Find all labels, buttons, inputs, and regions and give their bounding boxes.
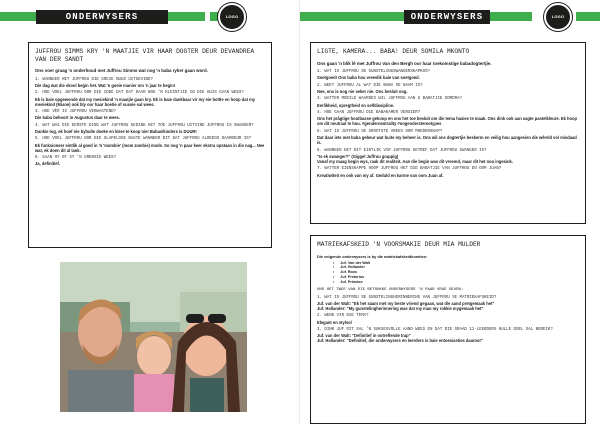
- school-logo-icon: LOGO: [218, 3, 246, 31]
- answer: Elegant en stylvol: [317, 319, 352, 325]
- answer: Eerlikheid, opregtheid en selfdissipline.: [317, 102, 395, 108]
- question: 3. WATTER MOEILE WAARDES WIL JUFFROU AAN U BABATJIE OORDRA?: [317, 97, 462, 102]
- question: 1. WANNEER HET JUFFROU DIE GOEIE NUUS UITGEVIND?: [35, 77, 153, 82]
- qa-item: [317, 111, 579, 127]
- qa-item: [35, 124, 265, 134]
- answer: Dankie tog, ek hoef nie byhulle doeke en klere te koop nie! Babas/kinders is DUUR!: [35, 128, 197, 134]
- answer: Ons het prågtige houtbasse gekoop en ons het toe besluit om die tema hasies te maak. Ons dink ook aan sagte pastelkleure. Ek hoop om dit neutraal te hou. #genderneutrality #nogenderstereotypes: [317, 116, 578, 127]
- answer: Ek is baie opgewonde dat my mesiekind 'n maatjie gaan kry. Ek is baie dankbaar vir my eie bottle en hoop dat my mesiekind (Miane) ook bly oor haar boetie of sussie sal wees.: [35, 96, 255, 107]
- qa-item: [317, 84, 579, 94]
- school-logo-icon: LOGO: [544, 3, 572, 31]
- question: 5. WAT IS JUFFROU SE GROOTSTE VREES OOR MOEDERSKAP?: [317, 129, 443, 134]
- answer: Die baba behoort in Augustus daar te wees.: [35, 115, 120, 121]
- qa-list: [35, 78, 265, 167]
- article-intro: Ons gaan 'n blik lê met Juffrou Van den Bergh oor haar toekomstige babadogtertjie.: [317, 60, 492, 66]
- committee-member: • Juf. Roos: [333, 270, 579, 275]
- qa-item: [35, 110, 265, 120]
- answer: Die dag wat die skool begin het. Wat 'n goeie manier om 'n jaar te begin!: [35, 82, 176, 88]
- qa-item: [317, 149, 579, 165]
- answer: "Is ek swanger?" (Giggel Juffrou grappig) Vanaf my maag begin wys, raak dit realiteit. Aan die begin was dit vreemd, maar dit het nou ingesink.: [317, 153, 513, 164]
- answer: Kreatiwiteit en ook van my af. Geduld en karme van oom Juan af.: [317, 172, 444, 178]
- section-label: ONDERWYSERS: [404, 10, 490, 24]
- qa-list: [317, 296, 579, 344]
- qa-item: [317, 70, 579, 80]
- committee-member: • Juf. Pretorius: [333, 275, 579, 280]
- question: 1. WAT IS JUFFROU SE GUNSTELINGSWANGERSKAPKOS?: [317, 70, 431, 75]
- qa-item: [317, 167, 579, 177]
- qa-item: [35, 91, 265, 107]
- header-bar-right-end: [576, 12, 600, 21]
- question: 2. WEET JUFFROU AL WAT DIE BABA SE NAAM IS?: [317, 83, 423, 88]
- question: 4. WAT WAS DIE EERSTE DING WAT JUFFROU GEDINK HET TOE JUFFROU UITVIND JUFFROU IS SWANGER?: [35, 123, 254, 128]
- question: 2. WENK VIR DIE TEMA?: [317, 314, 369, 319]
- committee-lede: Die volgende onderwysers is by die matriekafskeidkomitee:: [317, 253, 428, 259]
- question: 1. WAT IS JUFFROU SE GUNSTELINGHERINNERING VAN JUFFROU SE MATRIEKAFSKEID?: [317, 295, 497, 300]
- question: 5. HOE VOEL JUFFROU OOR DIE SLAPELOSE NAGTE WANNEER DIT DAT JUFFROU ALREEDS DAARDEUR IS?: [35, 137, 252, 142]
- article-van-den-bergh: [310, 42, 586, 224]
- qa-item: [35, 156, 265, 166]
- committee-member: • Juf. Van der Walt: [333, 261, 579, 266]
- qa-item: [317, 328, 579, 344]
- answer: Soetgoed! Ons baba hou vreeslik baie van soetgoed.: [317, 75, 420, 81]
- qa-item: [317, 314, 579, 324]
- article-title: JUFFROU SIMMS KRY 'N MAATJIE VIR HAAR DOGTER DEUR DEVANDREA VAN DER SANDT: [35, 48, 255, 63]
- answer: Ja, definitief.: [35, 161, 61, 167]
- article-title: LIGTE, KAMERA... BABA! DEUR SOMILA MKONTO: [317, 48, 470, 55]
- question: 7. WATTER EIENSKAPPE HOOP JUFFROU HET DIE BABATJIE VAN JUFFROU EN OOM JUAN?: [317, 167, 502, 172]
- family-photo-illustration: [60, 262, 247, 412]
- question: 3. HOE VÊR IS JUFFROU VERWAGTEND?: [35, 110, 117, 115]
- article-title: MATRIEKAFSKEID 'N VOORSMAKIE DEUR MIA MULDER: [317, 241, 481, 248]
- question: 6. GAAN HY OF SY 'N GRENSIE WEES?: [35, 156, 117, 161]
- qa-item: [35, 137, 265, 153]
- qa-item: [317, 296, 579, 312]
- right-page: [300, 0, 600, 424]
- committee-member: • Juf. Prinsloo: [333, 280, 579, 285]
- answer: Ek funksioneer eintlik al goed in 'n 'mombie' (mom zombie) mode. So nog 'n paar keer ekstra opstaan in die nag... Nee wat, ek doen dit al lank.: [35, 142, 265, 153]
- answer: Juf. van der Walt: "Definitief in ootreflende trap" Juf. Hollander: "Definitief, die onderwysers en leerders is baie entoesiasties daaroor": [317, 333, 484, 344]
- question: 6. WANNEER HET DIT EINTLIK VIR JUFFROU GETREF DAT JUFFROU SWANGER IS?: [317, 148, 487, 153]
- article-simms: [28, 42, 272, 248]
- qa-item: [317, 97, 579, 107]
- committee-members: [333, 261, 579, 285]
- qa-item: [35, 78, 265, 88]
- qa-list: [317, 70, 579, 178]
- family-photo: [60, 262, 247, 412]
- committee-member: • Juf. Hollander: [333, 265, 579, 270]
- section-label: ONDERWYSERS: [36, 10, 168, 24]
- answer: Juf. van der Walt: "Ek het saam met my beste vriend gegaan, wat die aand pretgemaak het" Juf. Hollander: "My gunstelingherinnering was dat my man my rokkie mygemaak het": [317, 300, 495, 311]
- article-intro: Ons voer graag 'n onderhoud met Juffrou Simms wat nog 'n baba ryker gaan word.: [35, 68, 208, 74]
- qa-item: [317, 130, 579, 146]
- question: 4. HOE GAAN JUFFROU DIE BABAKAMER VERSIER?: [317, 110, 421, 115]
- question: 2. HOE VOEL JUFFROU OOR DIE IDEE DAT DAT DAAR NOG 'N KLEINTJIE IN DIE HUIS GAAN WEES?: [35, 91, 244, 96]
- article-matriekafskeid: [310, 235, 586, 424]
- answer: Dat daar iets met baba gebeur wat buite my beheer is. Ons wil ons dogtertjie beskerm en veilig hou aangesien die wêreld vol misdaad is.: [317, 134, 577, 146]
- answer: Nee, ons is nog nie seker nie. Ons besluit nog.: [317, 88, 408, 94]
- questions-subhead: ONS HET TWEE VAN DIE BETROKKE ONDERWYSERS 'N PAAR VRAE GEVRA:: [317, 287, 464, 292]
- question: 3. DINK JUF DIT SAL 'N SUKSESVOLLE AAND WEES EN DAT DIE GRAAD 11-LEERDERS HULLE DOEL SAL BEREIK?: [317, 327, 553, 332]
